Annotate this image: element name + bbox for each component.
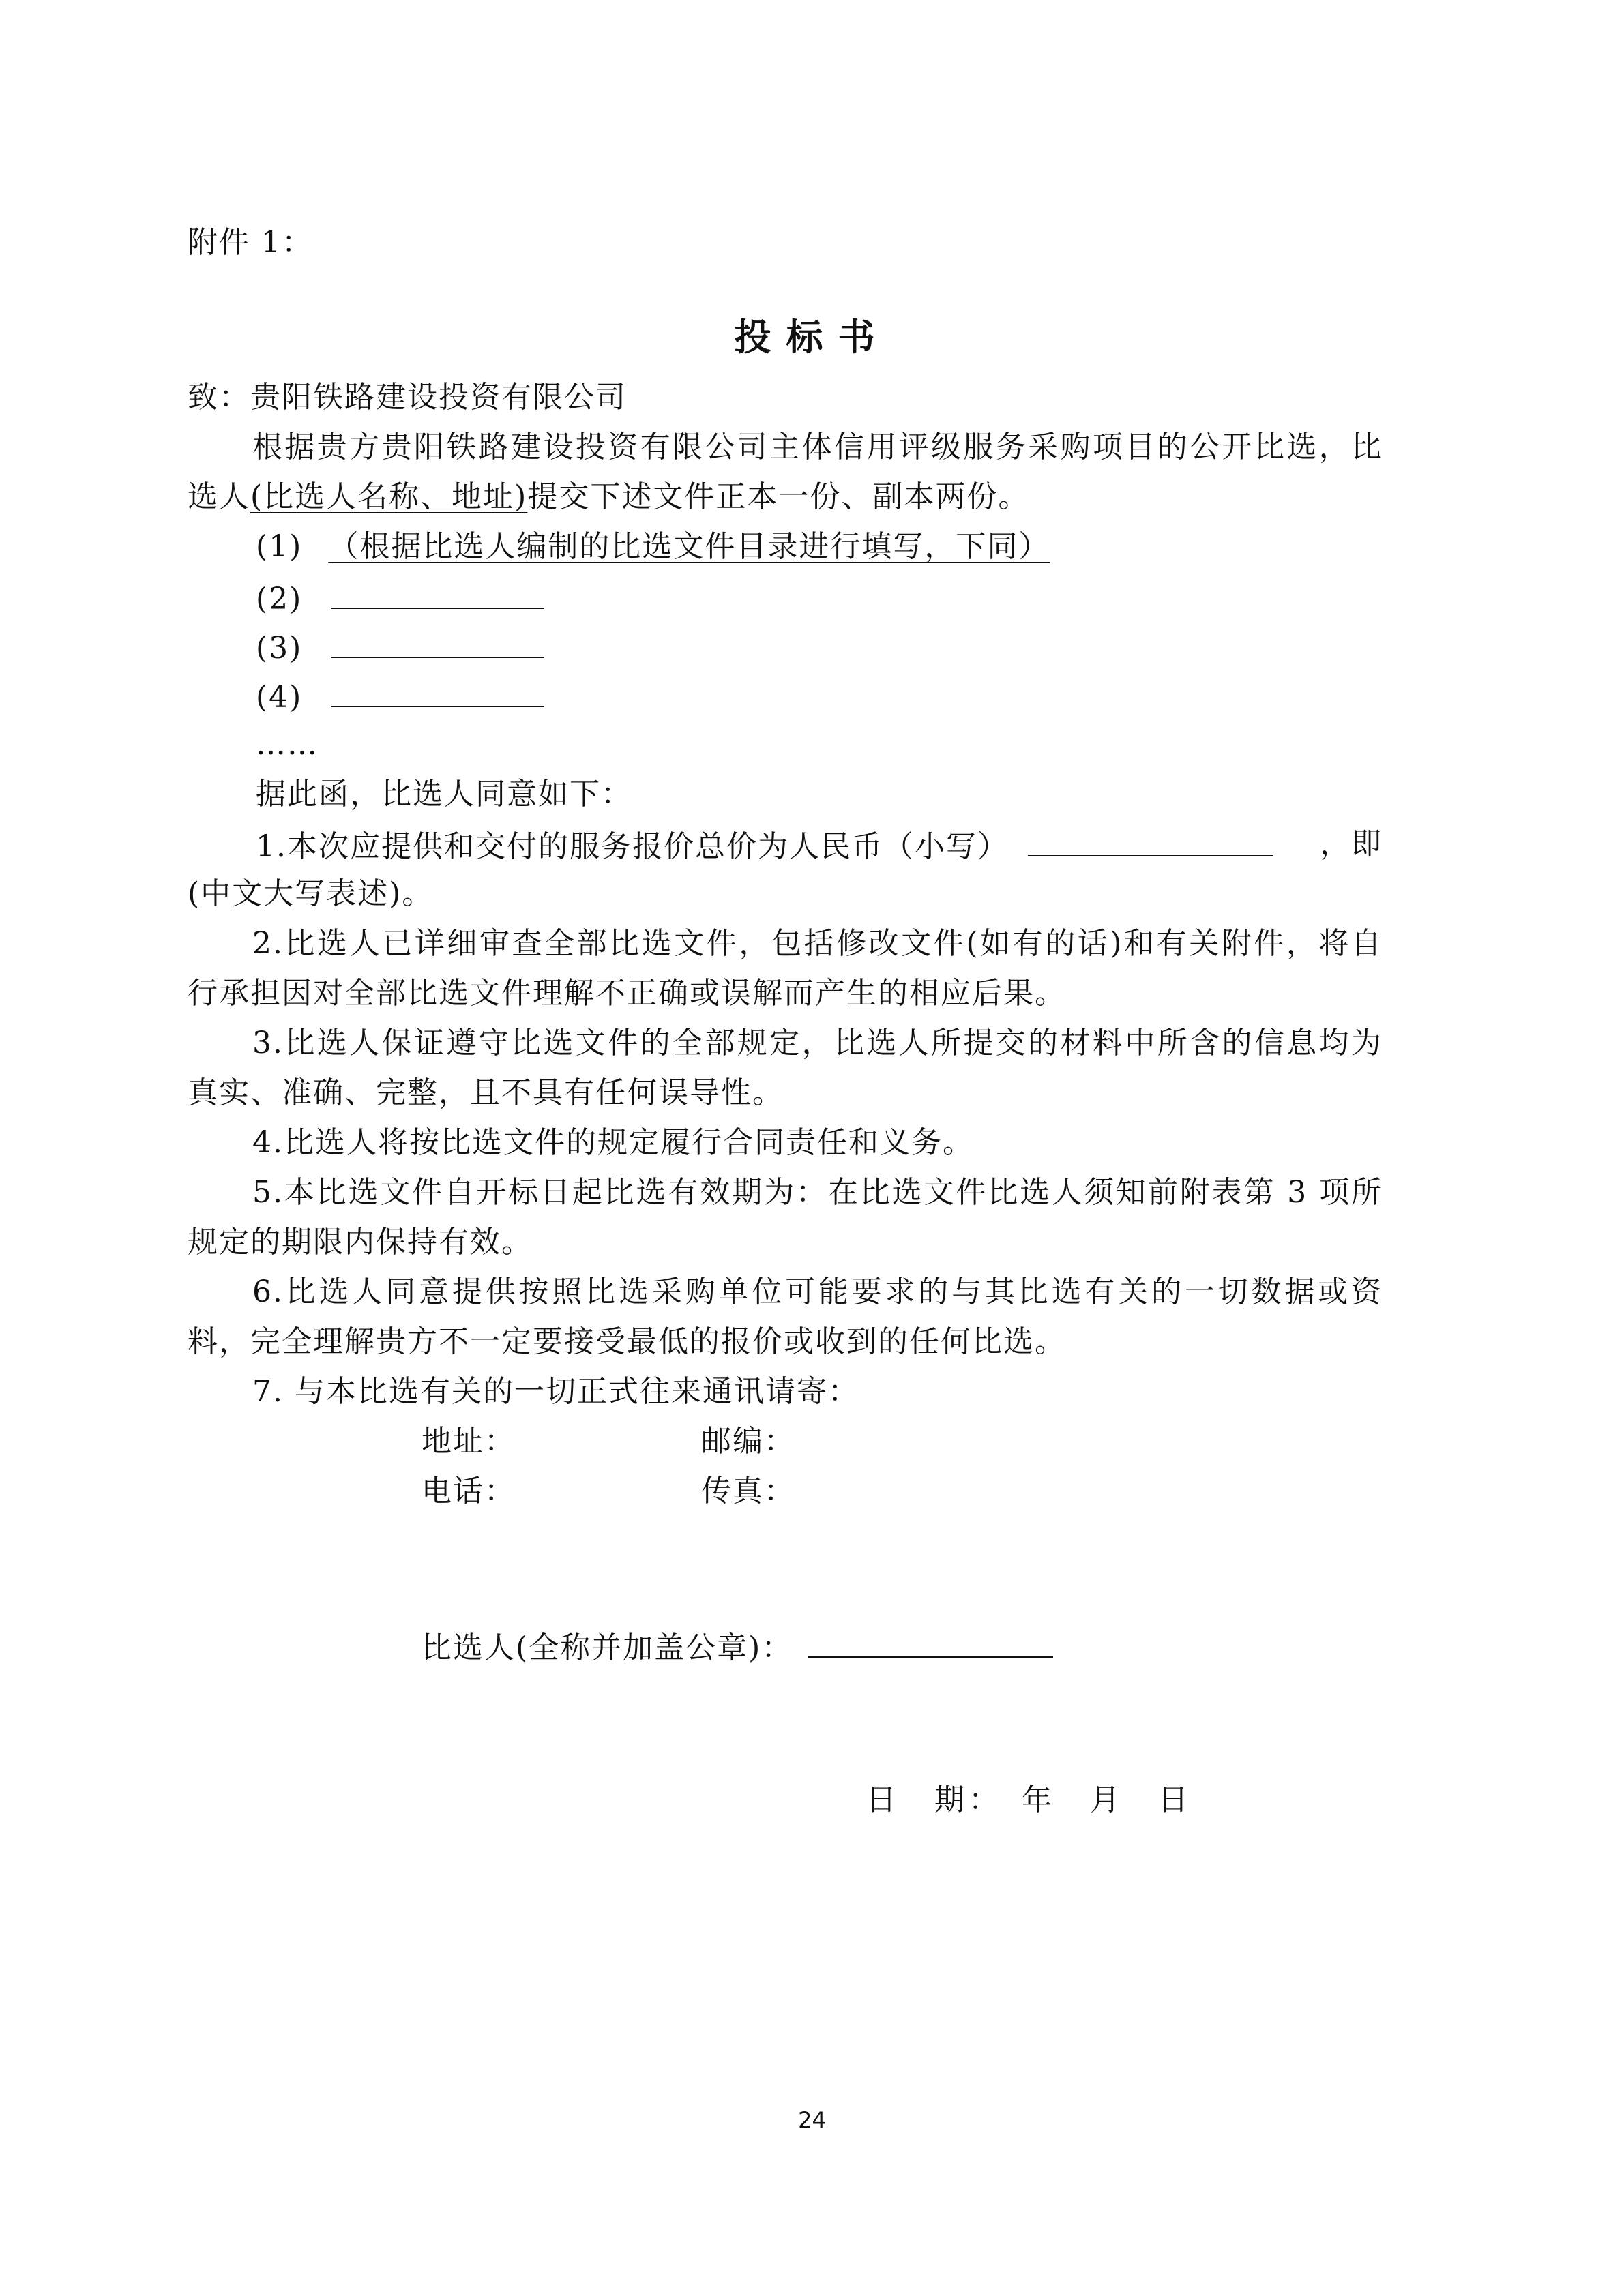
page-number: 24 <box>798 2107 826 2133</box>
document-title: 投标书 <box>734 316 890 359</box>
item-number: (1) <box>256 529 303 564</box>
clause-5-line-1: 5.本比选文件自开标日起比选有效期为：在比选文件比选人须知前附表第 3 项所 <box>252 1175 1383 1210</box>
clause-1-text: 1.本次应提供和交付的服务报价总价为人民币（小写） <box>256 829 1009 864</box>
intro-line-1: 根据贵方贵阳铁路建设投资有限公司主体信用评级服务采购项目的公开比选，比 <box>252 430 1383 464</box>
clause-2-line-2: 行承担因对全部比选文件理解不正确或误解而产生的相应后果。 <box>188 976 1066 1011</box>
address-label: 地址： <box>422 1424 516 1459</box>
clause-3-line-2: 真实、准确、完整，且不具有任何误导性。 <box>188 1075 784 1110</box>
item-blank-line <box>331 625 544 658</box>
document-item-4 <box>256 674 544 718</box>
signature-label: 比选人(全称并加盖公章)： <box>422 1630 793 1665</box>
clause-5-line-2: 规定的期限内保持有效。 <box>188 1225 533 1259</box>
intro-prefix: 选人 <box>188 479 250 514</box>
clause-6-line-2: 料，完全理解贵方不一定要接受最低的报价或收到的任何比选。 <box>188 1324 1066 1359</box>
addressee: 致：贵阳铁路建设投资有限公司 <box>188 380 627 415</box>
item-blank-line <box>331 576 544 609</box>
price-blank-line <box>1028 824 1273 856</box>
signature-line <box>422 1625 1053 1669</box>
intro-suffix: 提交下述文件正本一份、副本两份。 <box>527 479 1030 514</box>
fax-label: 传真： <box>701 1474 795 1508</box>
agreement-lead: 据此函，比选人同意如下： <box>256 777 632 811</box>
clause-1-text-end: ，即 <box>1320 826 1383 861</box>
clause-2-line-1: 2.比选人已详细审查全部比选文件，包括修改文件(如有的话)和有关附件，将自 <box>252 926 1383 961</box>
bidder-name-address-placeholder: (比选人名称、地址) <box>250 479 528 514</box>
clause-1-line-1 <box>256 824 1383 867</box>
item-number: (4) <box>256 680 303 715</box>
item-number: (2) <box>256 582 303 616</box>
item-number: (3) <box>256 631 303 666</box>
document-item-3 <box>256 625 544 669</box>
phone-label: 电话： <box>422 1474 516 1508</box>
intro-line-2 <box>188 477 1029 518</box>
signature-blank-line <box>808 1625 1053 1658</box>
item-blank-line <box>331 674 544 707</box>
ellipsis: …… <box>256 727 319 762</box>
clause-4-line-1: 4.比选人将按比选文件的规定履行合同责任和义务。 <box>252 1125 974 1160</box>
item-text: （根据比选人编制的比选文件目录进行填写，下同） <box>328 529 1050 564</box>
date-line: 日 期： 年 月 日 <box>866 1783 1192 1817</box>
clause-1-line-2: (中文大写表述)。 <box>188 876 434 911</box>
clause-7-line-1: 7. 与本比选有关的一切正式往来通讯请寄： <box>252 1374 859 1409</box>
clause-3-line-1: 3.比选人保证遵守比选文件的全部规定，比选人所提交的材料中所含的信息均为 <box>252 1026 1383 1060</box>
document-item-2 <box>256 576 544 620</box>
attachment-label: 附件 1： <box>188 225 313 260</box>
clause-6-line-1: 6.比选人同意提供按照比选采购单位可能要求的与其比选有关的一切数据或资 <box>252 1274 1383 1309</box>
document-item-1 <box>256 526 1050 567</box>
postcode-label: 邮编： <box>701 1424 795 1459</box>
